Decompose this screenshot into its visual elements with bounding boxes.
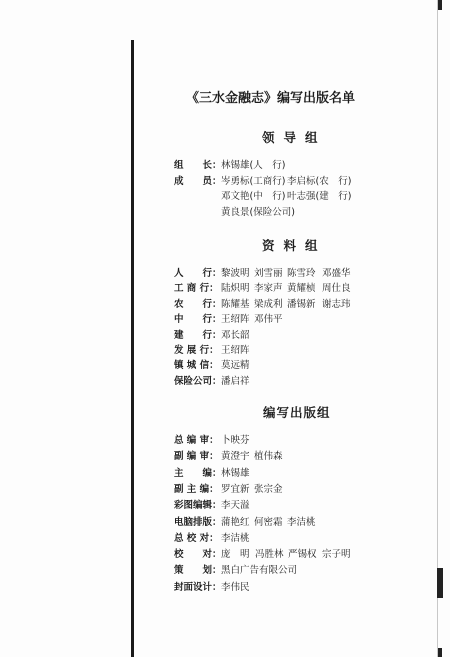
person-name: 李洁桃 (221, 532, 250, 544)
person-name: 邓长韶 (221, 329, 250, 341)
person-name: 陈雪玲 (287, 268, 316, 279)
role-label: 主 编： (174, 467, 222, 479)
role-label: 发 展 行： (174, 345, 219, 356)
person-name: 宗子明 (322, 549, 351, 561)
role-label: 农 行： (174, 298, 222, 310)
person-name: 冯胜林 (255, 549, 284, 561)
edge-mark-top (438, 0, 442, 10)
person-name: 何密霜 (254, 516, 283, 528)
role-label: 中 行： (174, 314, 222, 326)
person-name: 叶志强(建 行) (287, 191, 352, 203)
role-label: 封面设计： (174, 581, 222, 593)
person-name: 李启标(农 行) (287, 175, 352, 187)
role-label: 建 行： (174, 329, 222, 341)
person-name: 岑勇标(工商行) (221, 175, 286, 187)
person-name: 黎波明 (221, 268, 250, 279)
person-name: 王绍阵 (221, 345, 250, 356)
person-name: 谢志玮 (322, 298, 351, 310)
role-label: 保险公司： (174, 375, 222, 387)
person-name: 潘启祥 (221, 375, 250, 387)
person-name: 潘锡新 (287, 298, 316, 310)
person-name: 庞 明 (221, 549, 250, 561)
person-name: 邓盛华 (322, 268, 351, 279)
role-label: 校 对： (174, 549, 222, 561)
person-name: 刘雪丽 (254, 268, 283, 279)
role-label: 组 长： (174, 160, 222, 171)
person-name: 严锡权 (288, 549, 317, 561)
document-title: 《三水金融志》编写出版名单 (186, 91, 356, 106)
person-name: 陈耀基 (221, 298, 250, 310)
person-name: 梁成利 (254, 298, 283, 310)
edge-mark-bottom (438, 648, 442, 657)
role-label: 副 主 编： (174, 483, 219, 495)
person-name: 黄良景(保险公司) (221, 207, 295, 219)
person-name: 王绍阵 (221, 314, 250, 326)
person-name: 邓伟平 (254, 314, 283, 326)
role-label: 镇 城 信： (174, 360, 219, 372)
person-name: 张宗金 (254, 483, 283, 495)
heading-materials-group: 资料组 (262, 238, 327, 253)
person-name: 莫远精 (221, 360, 250, 372)
person-name: 植伟森 (254, 451, 283, 463)
person-name: 林锡雄 (221, 467, 250, 479)
person-name: 邓文艳(中 行) (221, 191, 286, 203)
person-name: 黄耀桢 (287, 283, 316, 295)
binding-rule-line (131, 40, 134, 657)
role-label: 彩图编辑： (174, 500, 222, 512)
person-name: 蒲艳红 (221, 516, 250, 528)
person-name: 李伟民 (221, 581, 250, 593)
person-name: 黑白广告有限公司 (221, 565, 298, 577)
heading-leadership-group: 领导组 (262, 130, 327, 145)
role-label: 总 编 审： (174, 435, 219, 446)
person-name: 卜映芬 (221, 435, 250, 446)
role-label: 电脑排版： (174, 516, 222, 528)
person-name: 陆炽明 (221, 283, 250, 295)
page-edge-line (437, 0, 438, 657)
person-name: 李家声 (254, 283, 283, 295)
person-name: 李天溢 (221, 500, 250, 512)
role-label: 策 划： (174, 565, 222, 577)
person-name: 李洁桃 (287, 516, 316, 528)
person-name: 黄澄宇 (221, 451, 250, 463)
role-label: 人 行： (174, 268, 222, 279)
role-label: 成 员： (174, 175, 222, 187)
edge-mark-middle (437, 568, 443, 598)
person-name: 罗宜新 (221, 483, 250, 495)
role-label: 工 商 行： (174, 283, 219, 295)
role-label: 总 校 对： (174, 532, 219, 544)
person-name: 周仕良 (322, 283, 351, 295)
person-name: 林锡雄(人 行) (221, 160, 286, 171)
heading-editorial-group: 编写出版组 (263, 405, 331, 420)
role-label: 副 编 审： (174, 451, 219, 463)
